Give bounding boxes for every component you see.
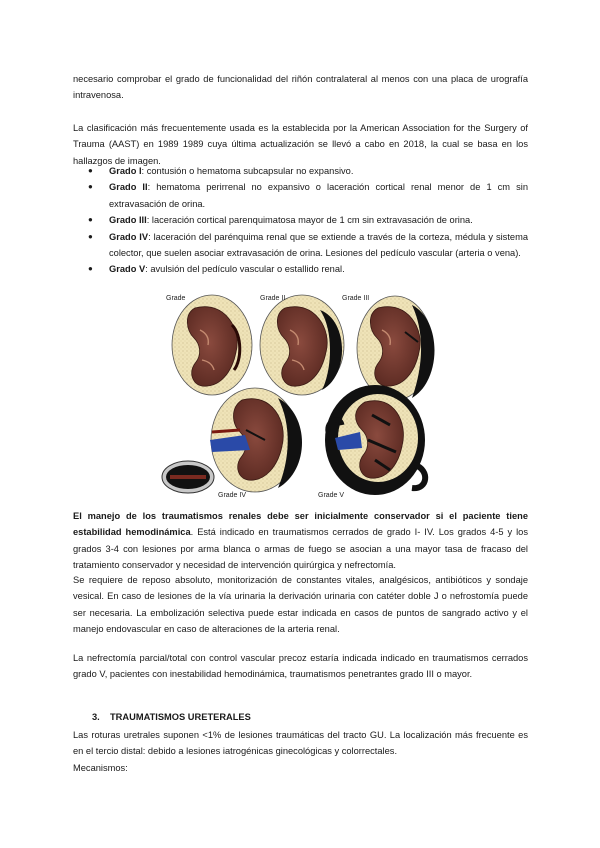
kidney-grade-5 xyxy=(325,385,425,495)
kidney-grade-3 xyxy=(357,296,435,400)
figure-label: Grade IV xyxy=(218,492,247,499)
grade-text: : contusión o hematoma subcapsular no expansivo. xyxy=(141,166,354,176)
kidney-injury-grades-figure xyxy=(150,290,440,505)
paragraph-mechanisms: Mecanismos: xyxy=(73,763,128,773)
paragraph-management-rest: . Está indicado en traumatismos cerrados de grado I- IV. Los grados 4-5 y los grados 3-4 con lesiones por arma blanca o armas de fuego se asocian a una mayor tasa de fracaso del tratamiento conservador y necesidad de intervención quirúrgica y nefrectomía. xyxy=(73,527,529,571)
grade-item xyxy=(88,229,528,262)
grade-label: Grado II xyxy=(109,182,148,193)
section-heading xyxy=(92,712,251,722)
paragraph-intro: necesario comprobar el grado de funcionalidad del riñón contralateral al menos con una placa de urografía intravenosa. xyxy=(73,74,528,101)
grades-list xyxy=(88,163,528,278)
figure-label: Grade xyxy=(166,295,186,302)
grade-text: : laceración cortical parenquimatosa mayor de 1 cm sin extravasación de orina. xyxy=(146,215,473,226)
grade-label: Grado IV xyxy=(109,231,149,242)
paragraph-ureteral: Las roturas uretrales suponen <1% de lesiones traumáticas del tracto GU. La localización más frecuente es en el tercio distal: debido a lesiones iatrogénicas ginecológicas y colorrectales. xyxy=(73,730,528,757)
grade-text: : laceración del parénquima renal que se extiende a través de la corteza, médula y sistema colector, que suelen asociar extravasación de orina. Lesiones del pedículo vascular (arteria o vena). xyxy=(109,231,528,259)
kidney-grade-1 xyxy=(172,295,252,395)
grade-text: : hematoma perirrenal no expansivo o laceración cortical renal menor de 1 cm sin extravasación de orina. xyxy=(109,182,528,209)
grade-item xyxy=(88,212,528,228)
grade-item xyxy=(88,163,528,179)
kidney-grade-4 xyxy=(162,388,302,493)
paragraph-management xyxy=(73,508,528,574)
grade-item xyxy=(88,179,528,212)
section-number: 3. xyxy=(92,712,100,722)
paragraph-nephrectomy: La nefrectomía parcial/total con control vascular precoz estaría indicada indicado en traumatismos cerrados grado V, pacientes con inestabilidad hemodinámica, traumatismos penetrantes grado III o mayor. xyxy=(73,653,528,680)
section-title: TRAUMATISMOS URETERALES xyxy=(110,712,251,722)
grade-text: : avulsión del pedículo vascular o estallido renal. xyxy=(145,264,345,275)
paragraph-treatment: Se requiere de reposo absoluto, monitorización de constantes vitales, analgésicos, antibióticos y sondaje vesical. En caso de lesiones de la vía urinaria la derivación urinaria con catéter doble J o nefrostomía puede ser necesaria. La embolización selectiva puede estar indicada en casos de puntos de sangrado activo y el manejo endovascular en caso de alteraciones de la arteria renal. xyxy=(73,575,528,635)
figure-label: Grade III xyxy=(342,295,370,302)
figure-label: Grade II xyxy=(260,295,286,302)
grade-label: Grado I xyxy=(109,166,142,176)
paragraph-classification: La clasificación más frecuentemente usada es la establecida por la American Association for the Surgery of Trauma (AAST) en 1989 1989 cuya última actualización se llevó a cabo en 2018, la cual se basa en los hallazgos de imagen. xyxy=(73,123,528,166)
paragraph-management-bold: El manejo de los traumatismos renales debe ser inicialmente conservador si el paciente tiene estabilidad hemodinámica xyxy=(73,511,528,538)
grade-item xyxy=(88,261,528,277)
figure-label: Grade V xyxy=(318,492,345,499)
grade-label: Grado V xyxy=(109,264,146,275)
kidney-grade-2 xyxy=(260,295,344,395)
grade-label: Grado III xyxy=(109,215,147,226)
